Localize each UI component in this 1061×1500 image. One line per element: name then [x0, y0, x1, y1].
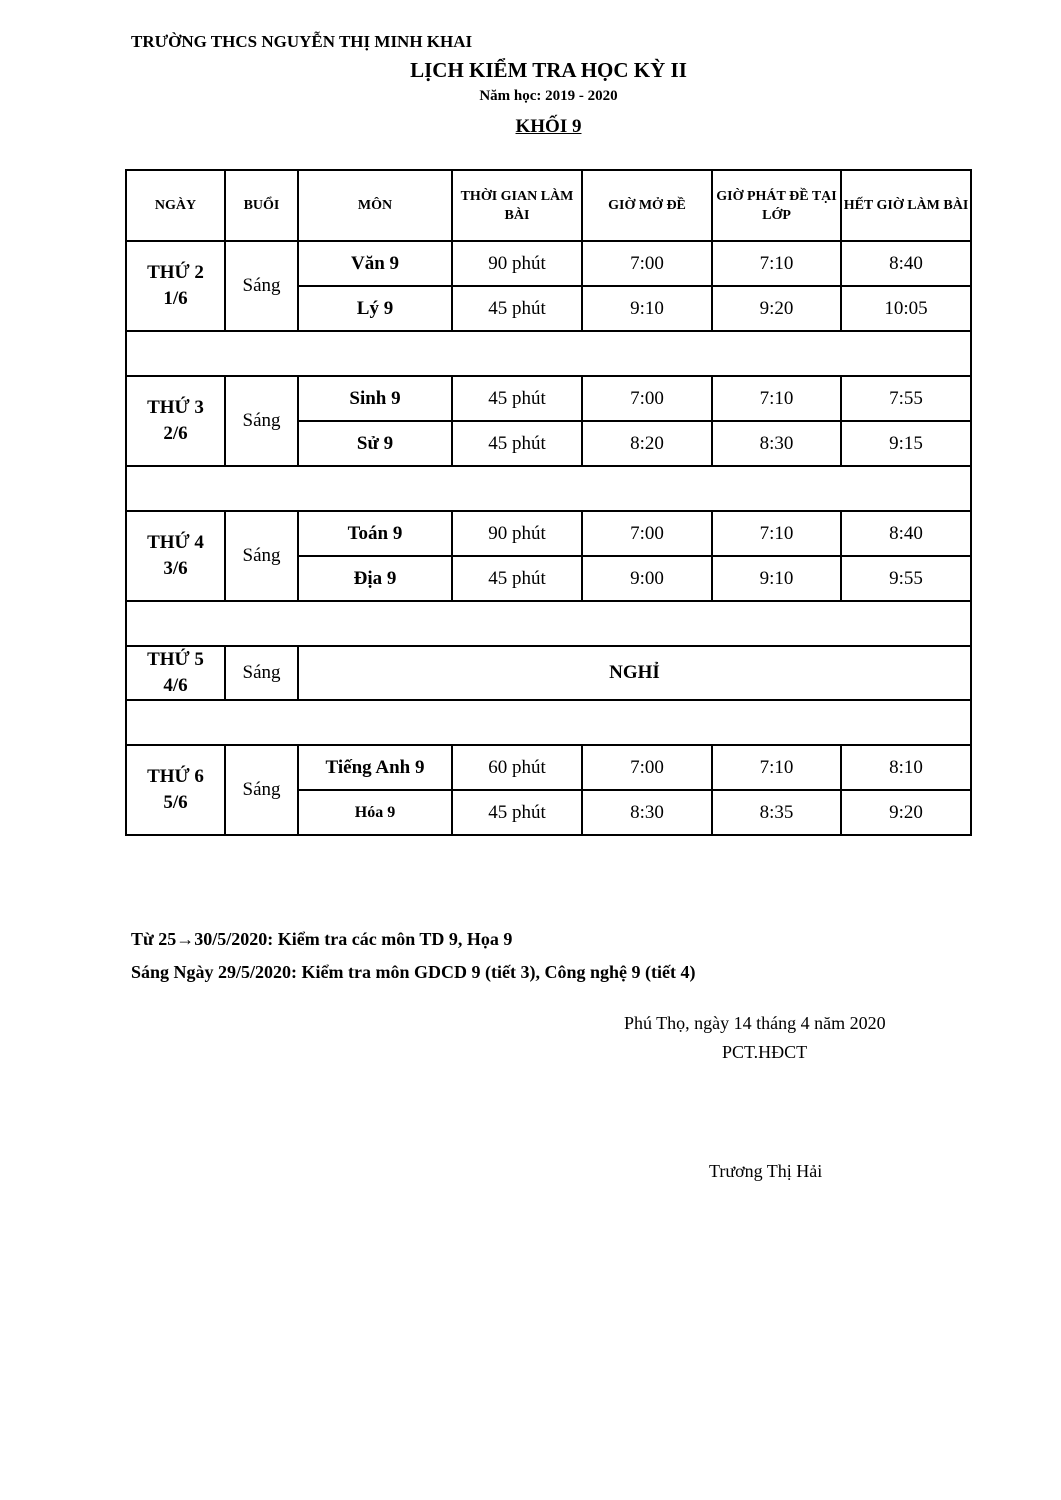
end-time-cell: 8:40 — [841, 511, 971, 556]
duration-cell: 45 phút — [452, 421, 582, 466]
col-header-end-time: HẾT GIỜ LÀM BÀI — [841, 170, 971, 241]
distribute-time-cell: 7:10 — [712, 241, 841, 286]
place-date: Phú Thọ, ngày 14 tháng 4 năm 2020 — [624, 1013, 886, 1033]
signer-role: PCT.HĐCT — [722, 1042, 808, 1062]
end-time-cell: 10:05 — [841, 286, 971, 331]
subject-cell: Lý 9 — [298, 286, 452, 331]
subject-cell: Văn 9 — [298, 241, 452, 286]
table-row — [126, 376, 971, 421]
table-header-row — [126, 170, 971, 241]
day-cell — [126, 376, 225, 466]
day-name: THỨ 6 — [147, 766, 204, 787]
distribute-time-cell: 8:30 — [712, 421, 841, 466]
day-date: 2/6 — [163, 423, 188, 444]
open-time-cell: 7:00 — [582, 241, 712, 286]
col-header-distribute-time: GIỜ PHÁT ĐỀ TẠI LỚP — [712, 170, 841, 241]
open-time-cell: 7:00 — [582, 376, 712, 421]
day-date: 5/6 — [163, 792, 188, 813]
open-time-cell: 8:20 — [582, 421, 712, 466]
spacer-cell — [126, 331, 971, 376]
day-name: THỨ 3 — [147, 397, 204, 418]
note-line-1: Từ 25→30/5/2020: Kiểm tra các môn TD 9, Họa 9 — [131, 929, 513, 949]
school-name: TRƯỜNG THCS NGUYỄN THỊ MINH KHAI — [131, 32, 473, 51]
spacer-row — [126, 700, 971, 745]
document-title: LỊCH KIỂM TRA HỌC KỲ II — [410, 58, 687, 82]
col-header-open-time: GIỜ MỞ ĐỀ — [582, 170, 712, 241]
table-row — [126, 241, 971, 286]
spacer-cell — [126, 601, 971, 646]
day-cell — [126, 745, 225, 835]
open-time-cell: 8:30 — [582, 790, 712, 835]
subject-cell: Địa 9 — [298, 556, 452, 601]
school-year: Năm học: 2019 - 2020 — [479, 88, 618, 104]
subject-cell: Tiếng Anh 9 — [298, 745, 452, 790]
day-name: THỨ 5 — [147, 649, 204, 670]
day-date: 3/6 — [163, 558, 188, 579]
day-date: 4/6 — [163, 675, 188, 696]
distribute-time-cell: 8:35 — [712, 790, 841, 835]
col-header-subject: MÔN — [298, 170, 452, 241]
duration-cell: 45 phút — [452, 376, 582, 421]
spacer-cell — [126, 466, 971, 511]
duration-cell: 45 phút — [452, 286, 582, 331]
end-time-cell: 9:55 — [841, 556, 971, 601]
spacer-row — [126, 331, 971, 376]
col-header-duration: THỜI GIAN LÀM BÀI — [452, 170, 582, 241]
open-time-cell: 7:00 — [582, 511, 712, 556]
note-line-2: Sáng Ngày 29/5/2020: Kiểm tra môn GDCD 9 (tiết 3), Công nghệ 9 (tiết 4) — [131, 962, 696, 982]
spacer-row — [126, 601, 971, 646]
day-date: 1/6 — [163, 288, 188, 309]
grade-label: KHỐI 9 — [515, 116, 582, 137]
col-header-day: NGÀY — [126, 170, 225, 241]
distribute-time-cell: 7:10 — [712, 745, 841, 790]
subject-cell: Toán 9 — [298, 511, 452, 556]
open-time-cell: 7:00 — [582, 745, 712, 790]
table-row — [126, 745, 971, 790]
distribute-time-cell: 7:10 — [712, 511, 841, 556]
day-cell — [126, 511, 225, 601]
open-time-cell: 9:10 — [582, 286, 712, 331]
distribute-time-cell: 9:10 — [712, 556, 841, 601]
col-header-session: BUỔI — [225, 170, 298, 241]
end-time-cell: 8:10 — [841, 745, 971, 790]
signer-name: Trương Thị Hải — [709, 1161, 823, 1181]
open-time-cell: 9:00 — [582, 556, 712, 601]
end-time-cell: 9:20 — [841, 790, 971, 835]
day-cell — [126, 646, 225, 700]
day-off-cell: NGHỈ — [298, 646, 971, 700]
spacer-row — [126, 466, 971, 511]
session-cell: Sáng — [225, 376, 298, 466]
subject-cell: Hóa 9 — [298, 790, 452, 835]
session-cell: Sáng — [225, 241, 298, 331]
duration-cell: 45 phút — [452, 790, 582, 835]
session-cell: Sáng — [225, 646, 298, 700]
distribute-time-cell: 9:20 — [712, 286, 841, 331]
subject-cell: Sinh 9 — [298, 376, 452, 421]
end-time-cell: 8:40 — [841, 241, 971, 286]
spacer-cell — [126, 700, 971, 745]
day-name: THỨ 4 — [147, 532, 204, 553]
day-name: THỨ 2 — [147, 262, 204, 283]
duration-cell: 60 phút — [452, 745, 582, 790]
day-cell — [126, 241, 225, 331]
subject-cell: Sử 9 — [298, 421, 452, 466]
session-cell: Sáng — [225, 745, 298, 835]
duration-cell: 90 phút — [452, 241, 582, 286]
table-row — [126, 511, 971, 556]
distribute-time-cell: 7:10 — [712, 376, 841, 421]
duration-cell: 45 phút — [452, 556, 582, 601]
session-cell: Sáng — [225, 511, 298, 601]
duration-cell: 90 phút — [452, 511, 582, 556]
end-time-cell: 9:15 — [841, 421, 971, 466]
exam-schedule-table — [125, 169, 972, 836]
end-time-cell: 7:55 — [841, 376, 971, 421]
